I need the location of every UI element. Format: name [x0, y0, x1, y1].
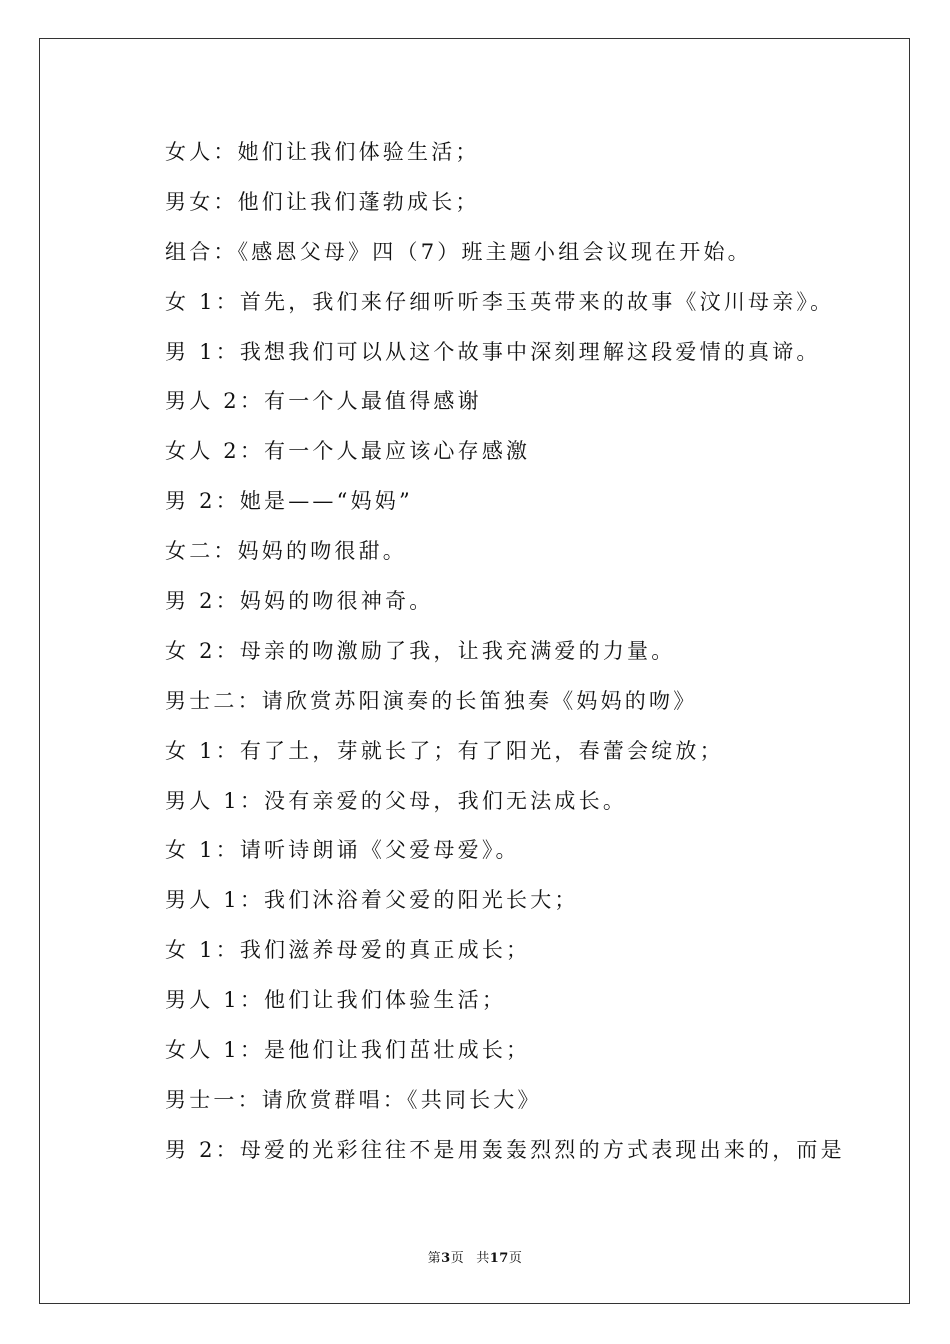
- text-line-21: 男 2：母爱的光彩往往不是用轰轰烈烈的方式表现出来的，而是: [165, 1137, 845, 1162]
- text-line-12: 男士二：请欣赏苏阳演奏的长笛独奏《妈妈的吻》: [165, 688, 698, 713]
- text-line-18: 男人 1：他们让我们体验生活；: [165, 988, 507, 1013]
- page-suffix: 页: [450, 1251, 465, 1266]
- page-number: 3: [441, 1251, 451, 1266]
- text-line-11: 女 2：母亲的吻激励了我，让我充满爱的力量。: [165, 638, 676, 663]
- text-line-8: 男 2：她是——“妈妈”: [165, 489, 413, 514]
- total-prefix: 共: [476, 1251, 490, 1266]
- text-line-13: 女 1：有了土，芽就长了；有了阳光，春蕾会绽放；: [165, 738, 724, 763]
- text-line-17: 女 1：我们滋养母爱的真正成长；: [165, 938, 531, 963]
- text-line-19: 女人 1：是他们让我们茁壮成长；: [165, 1038, 531, 1063]
- total-suffix: 页: [508, 1251, 523, 1266]
- text-line-6: 男人 2：有一个人最值得感谢: [165, 389, 482, 414]
- text-line-1: 女人：她们让我们体验生活；: [165, 140, 480, 164]
- text-line-4: 女 1：首先，我们来仔细听听李玉英带来的故事《汶川母亲》。: [165, 289, 835, 314]
- text-line-3: 组合：《感恩父母》四（7）班主题小组会议现在开始。: [165, 239, 752, 264]
- text-line-2: 男女：他们让我们蓬勃成长；: [165, 189, 480, 214]
- text-line-5: 男 1：我想我们可以从这个故事中深刻理解这段爱情的真谛。: [165, 339, 821, 364]
- text-line-7: 女人 2：有一个人最应该心存感激: [165, 439, 531, 464]
- text-line-15: 女 1：请听诗朗诵《父爱母爱》。: [165, 838, 520, 863]
- text-line-9: 女二：妈妈的吻很甜。: [165, 539, 407, 564]
- document-body: [165, 128, 865, 1176]
- page-footer: [0, 1247, 950, 1266]
- text-line-14: 男人 1：没有亲爱的父母，我们无法成长。: [165, 788, 628, 813]
- page-prefix: 第: [427, 1251, 442, 1266]
- text-line-20: 男士一：请欣赏群唱：《共同长大》: [165, 1087, 542, 1112]
- text-line-10: 男 2：妈妈的吻很神奇。: [165, 589, 434, 614]
- text-line-16: 男人 1：我们沐浴着父爱的阳光长大；: [165, 888, 579, 913]
- total-pages: 17: [489, 1251, 509, 1266]
